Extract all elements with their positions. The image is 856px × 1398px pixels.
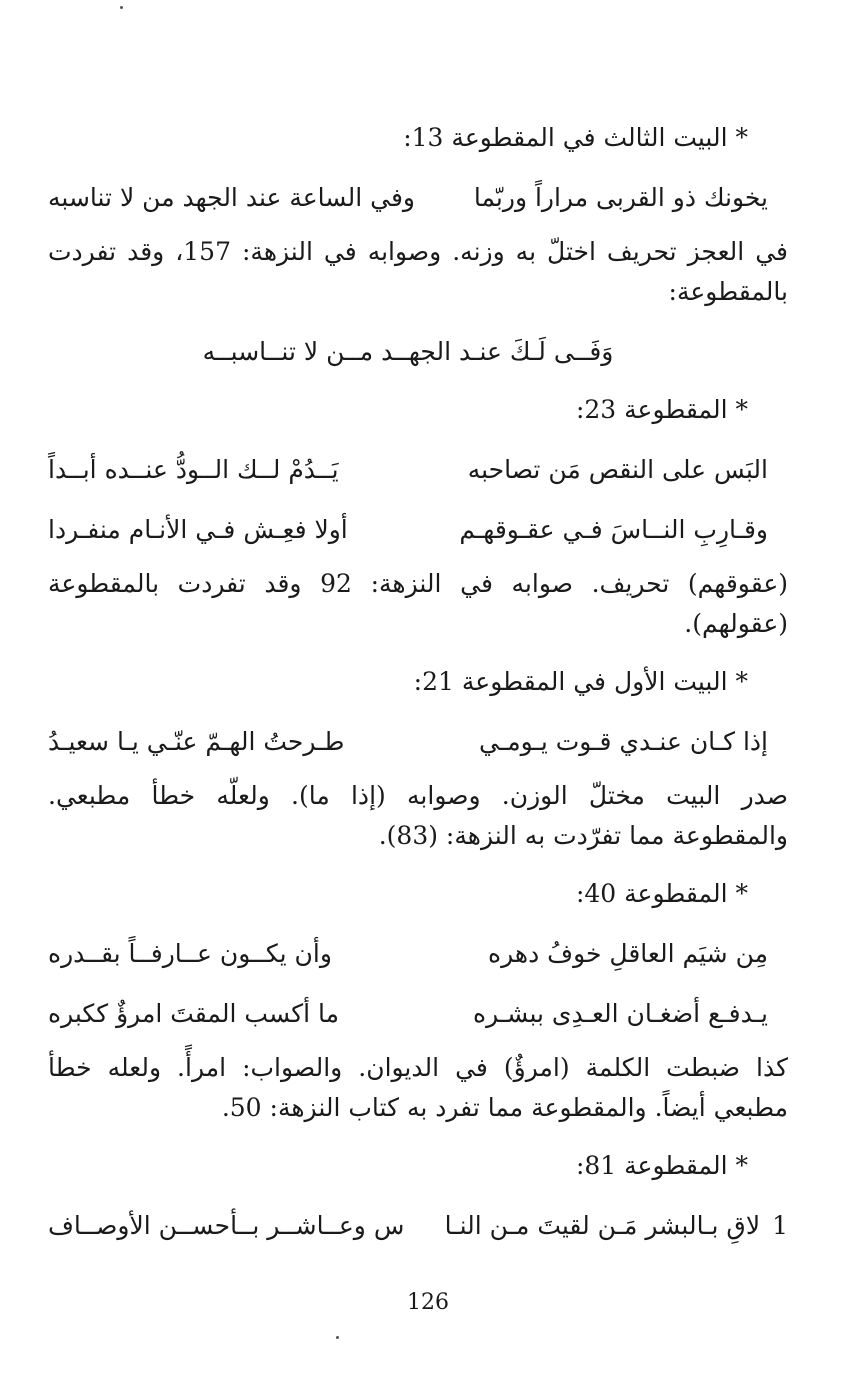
page-number: 126 [407, 1290, 449, 1315]
verse-line [48, 450, 788, 490]
numbered-verse-line [48, 1206, 788, 1246]
scan-speck [336, 1336, 339, 1339]
verse-line [48, 934, 788, 974]
section-heading: * المقطوعة 40: [575, 879, 748, 908]
verse-second-hemistich: ما أكسب المقتَ امرؤٌ ككبره [48, 999, 340, 1028]
verse-first-hemistich-text: لاقِ بـالبشر مَـن لقيتَ مـن النـا [444, 1211, 761, 1240]
section-heading: * البيت الأول في المقطوعة 21: [413, 667, 748, 696]
verse-line [48, 994, 788, 1034]
verse-first-hemistich: مِن شيَم العاقلِ خوفُ دهره [488, 939, 768, 968]
verse-second-hemistich: وفي الساعة عند الجهد من لا تناسبه [48, 183, 415, 212]
section-heading: * البيت الثالث في المقطوعة 13: [403, 123, 748, 152]
verse-first-hemistich: إذا كـان عنـدي قـوت يـومـي [479, 727, 768, 756]
verse-number: 1 [772, 1211, 788, 1240]
verse-line [48, 722, 788, 762]
verse-second-hemistich: طـرحتُ الهـمّ عنّـي يـا سعيـدُ [48, 727, 345, 756]
verse-first-hemistich: وقـارِبِ النــاسَ فـي عقـوقهـم [459, 515, 768, 544]
verse-second-hemistich: أولا فعِـش فـي الأنـام منفـردا [48, 515, 348, 544]
commentary-paragraph: كذا ضبطت الكلمة (امرؤٌ) في الديوان. والصواب: امرأً. ولعله خطأ مطبعي أيضاً. والمقطوعة مما تفرد به كتاب النزهة: 50. [48, 1053, 788, 1122]
verse-first-hemistich: يخونك ذو القربى مراراً وربّما [473, 183, 768, 212]
verse-first-hemistich: البَس على النقص مَن تصاحبه [467, 455, 768, 484]
section-heading: * المقطوعة 81: [575, 1151, 748, 1180]
corrected-hemistich [48, 332, 788, 372]
commentary-paragraph: في العجز تحريف اختلّ به وزنه. وصوابه في النزهة: 157، وقد تفردت بالمقطوعة: [48, 237, 788, 306]
scan-speck [120, 6, 123, 9]
verse-line [48, 178, 788, 218]
verse-second-hemistich: يَــدُمْ لــك الــودُّ عنــده أبــداً [48, 455, 339, 484]
commentary-paragraph: صدر البيت مختلّ الوزن. وصوابه (إذا ما). ولعلّه خطأ مطبعي. والمقطوعة مما تفرّدت به النزهة: (83). [48, 781, 788, 850]
corrected-hemistich-text: وَفَــى لَـكَ عنـد الجهــد مــن لا تنــاسبــه [202, 337, 614, 366]
verse-line [48, 510, 788, 550]
section-heading: * المقطوعة 23: [575, 395, 748, 424]
commentary-paragraph: (عقوقهم) تحريف. صوابه في النزهة: 92 وقد تفردت بالمقطوعة (عقولهم). [48, 569, 789, 638]
verse-first-hemistich [445, 1206, 788, 1246]
page-body [48, 100, 788, 1246]
verse-second-hemistich: س وعــاشــر بــأحســن الأوصــاف [48, 1211, 405, 1240]
verse-first-hemistich: يـدفـع أضغـان العـدِى ببشـره [472, 999, 768, 1028]
verse-second-hemistich: وأن يكــون عــارفــاً بقــدره [48, 939, 332, 968]
